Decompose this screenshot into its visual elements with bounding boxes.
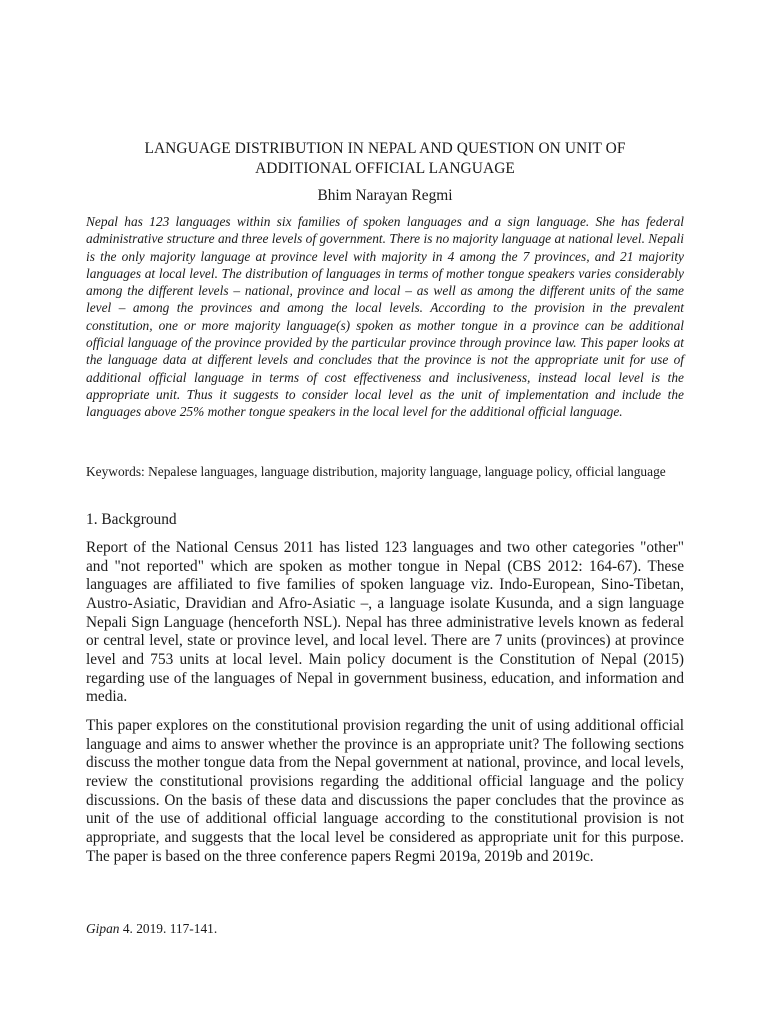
body-paragraph-2: This paper explores on the constitutional provision regarding the unit of using additional official language and aims to answer whether the province is an appropriate unit? The following sections discuss the mother tongue data from the Nepal government at national, province, and local levels, review the constitutional provisions regarding the additional official language and the policy discussions. On the basis of these data and discussions the paper concludes that the province as unit of the use of additional official language according to the constitutional provision is not appropriate, and suggests that the local level be considered as appropriate unit for this purpose. The paper is based on the three conference papers Regmi 2019a, 2019b and 2019c. [86,717,684,865]
paper-title-line-2: ADDITIONAL OFFICIAL LANGUAGE [255,160,515,177]
section-heading-background: 1. Background [86,511,177,528]
page-footer-citation [86,920,217,938]
paper-title [86,139,684,179]
footer-journal-name: Gipan [86,921,120,936]
body-paragraph-1: Report of the National Census 2011 has listed 123 languages and two other categories "other" and "not reported" which are spoken as mother tongue in Nepal (CBS 2012: 164-67). These languages are affiliated to five families of spoken language viz. Indo-European, Sino-Tibetan, Austro-Asiatic, Dravidian and Afro-Asiatic –, a language isolate Kusunda, and a sign language Nepali Sign Language (henceforth NSL). Nepal has three administrative levels known as federal or central level, state or province level, and local level. There are 7 units (provinces) at province level and 753 units at local level. Main policy document is the Constitution of Nepal (2015) regarding use of the languages of Nepal in government business, education, and information and media. [86,539,684,706]
paper-title-line-1: LANGUAGE DISTRIBUTION IN NEPAL AND QUESTION ON UNIT OF [144,140,626,157]
document-page [86,0,684,1024]
footer-citation-details: 4. 2019. 117-141. [119,921,218,936]
keywords: Keywords: Nepalese languages, language distribution, majority language, language policy, official language [86,464,666,479]
abstract: Nepal has 123 languages within six families of spoken languages and a sign language. She has federal administrative structure and three levels of government. There is no majority language at national level. Nepali is the only majority language at province level with majority in 4 among the 7 provinces, and 21 majority languages at local level. The distribution of languages in terms of mother tongue speakers varies considerably among the different levels – national, province and local – as well as among the different units of the same level – among the provinces and among the local levels. According to the provision in the prevalent constitution, one or more majority language(s) spoken as mother tongue in a province can be additional official language of the province provided by the particular province through province law. This paper looks at the language data at different levels and concludes that the province is not the appropriate unit for use of additional official language in terms of cost effectiveness and inclusiveness, instead local level is the appropriate unit. Thus it suggests to consider local level as the unit of implementation and include the languages above 25% mother tongue speakers in the local level for the additional official language. [86,214,684,420]
author-name: Bhim Narayan Regmi [317,187,453,204]
